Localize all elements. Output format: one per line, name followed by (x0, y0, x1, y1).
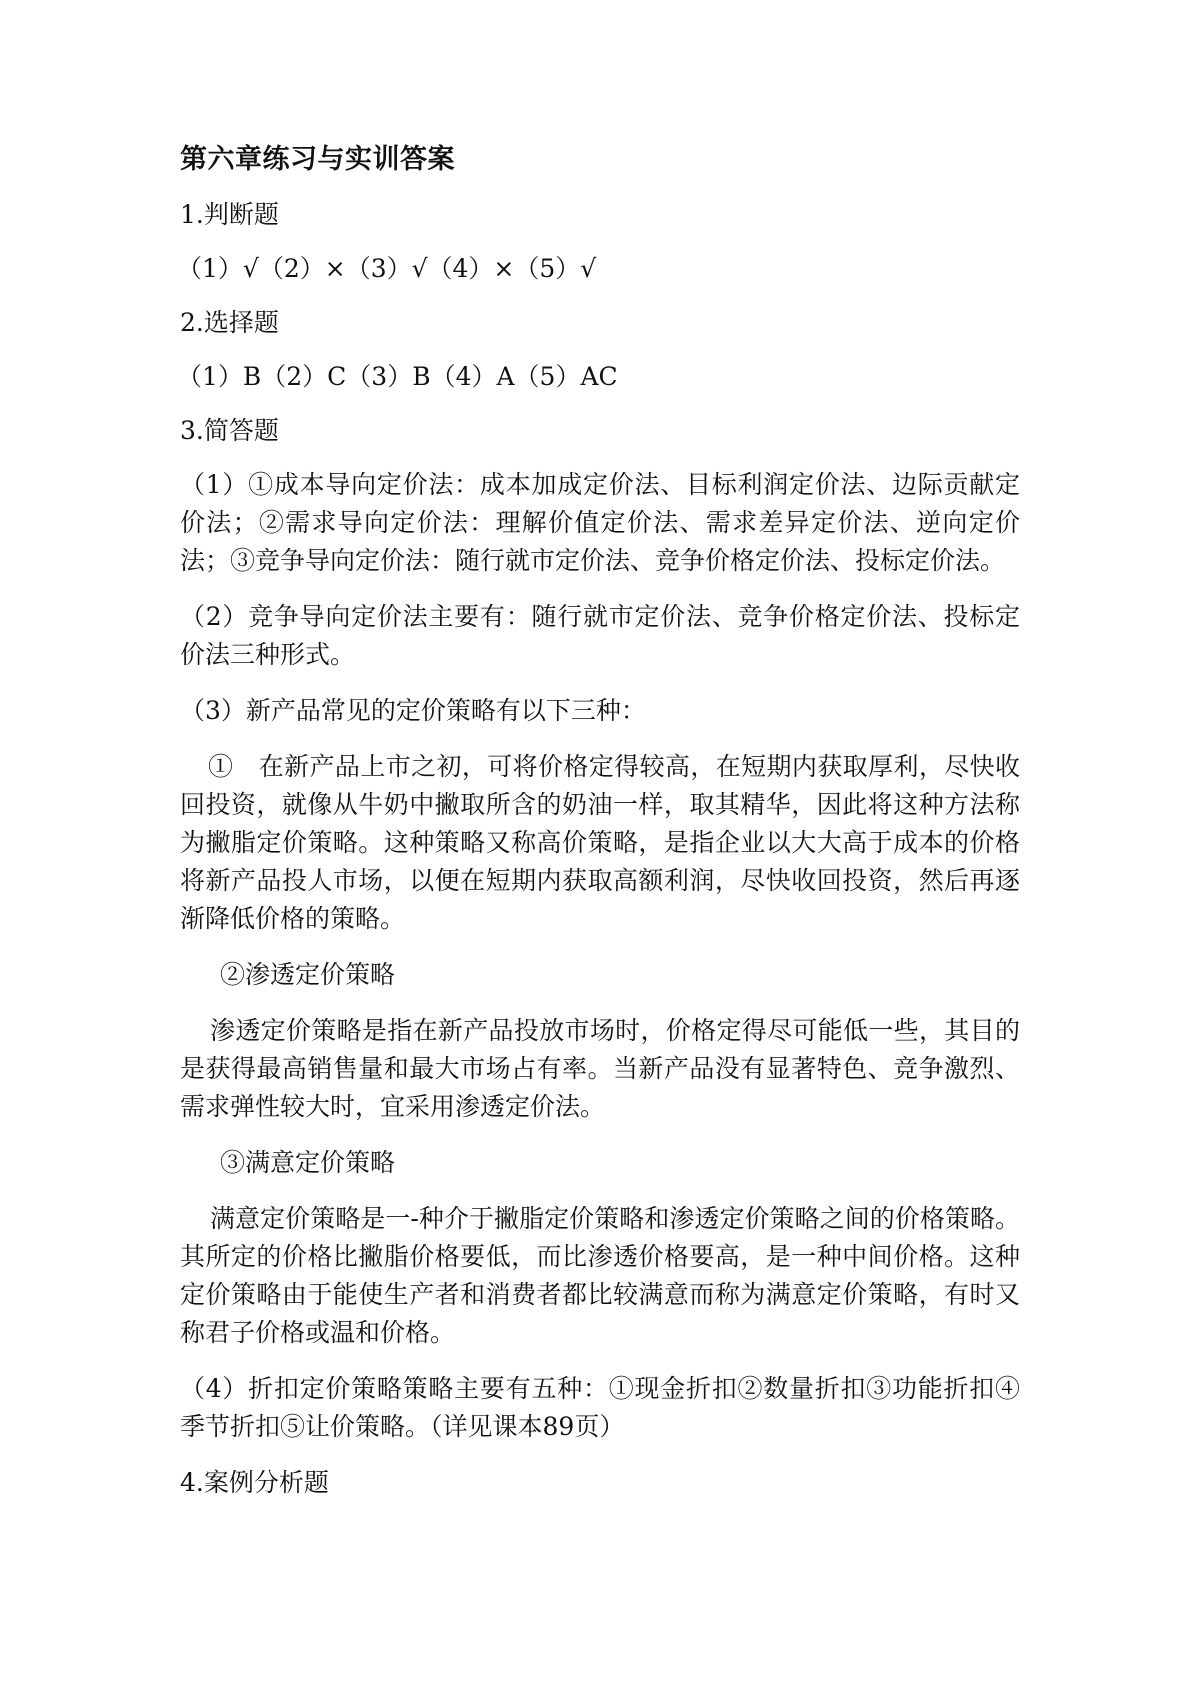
short-answer-1: （1）①成本导向定价法：成本加成定价法、目标利润定价法、边际贡献定价法；②需求导向定价法：理解价值定价法、需求差异定价法、逆向定价法；③竞争导向定价法：随行就市定价法、竞争价格定价法、投标定价法。 (180, 470, 1020, 575)
short-answer-3-item-3-title: ③满意定价策略 (220, 1148, 396, 1177)
section-heading-case: 4.案例分析题 (180, 1468, 329, 1497)
page-title: 第六章练习与实训答案 (180, 144, 455, 175)
short-answer-3-item-2-body: 渗透定价策略是指在新产品投放市场时，价格定得尽可能低一些，其目的是获得最高销售量和最大市场占有率。当新产品没有显著特色、竞争激烈、需求弹性较大时，宜采用渗透定价法。 (180, 1016, 1020, 1121)
short-answer-3-item-2-title: ②渗透定价策略 (220, 960, 396, 989)
short-answer-3-item-3-body: 满意定价策略是一-种介于撇脂定价策略和渗透定价策略之间的价格策略。其所定的价格比撇脂价格要低，而比渗透价格要高，是一种中间价格。这种定价策略由于能使生产者和消费者都比较满意而称为满意定价策略，有时又称君子价格或温和价格。 (180, 1204, 1020, 1347)
section-heading-choice: 2.选择题 (180, 308, 279, 337)
section-heading-judge: 1.判断题 (180, 200, 279, 229)
short-answer-3-item-1: ① 在新产品上市之初，可将价格定得较高，在短期内获取厚利，尽快收回投资，就像从牛奶中撇取所含的奶油一样，取其精华，因此将这种方法称为撇脂定价策略。这种策略又称高价策略，是指企业以大大高于成本的价格将新产品投人市场，以便在短期内获取高额利润，尽快收回投资，然后再逐渐降低价格的策略。 (180, 752, 1020, 933)
judge-answers: （1）√（2）×（3）√（4）×（5）√ (177, 254, 597, 283)
section-heading-short: 3.简答题 (180, 416, 279, 445)
short-answer-2: （2）竞争导向定价法主要有：随行就市定价法、竞争价格定价法、投标定价法三种形式。 (180, 602, 1020, 669)
short-answer-3-intro: （3）新产品常见的定价策略有以下三种： (180, 696, 646, 725)
document-page (177, 140, 1020, 1518)
choice-answers: （1）B（2）C（3）B（4）A（5）AC (177, 362, 618, 391)
short-answer-4: （4）折扣定价策略策略主要有五种：①现金折扣②数量折扣③功能折扣④季节折扣⑤让价策略。（详见课本89页） (180, 1374, 1020, 1441)
